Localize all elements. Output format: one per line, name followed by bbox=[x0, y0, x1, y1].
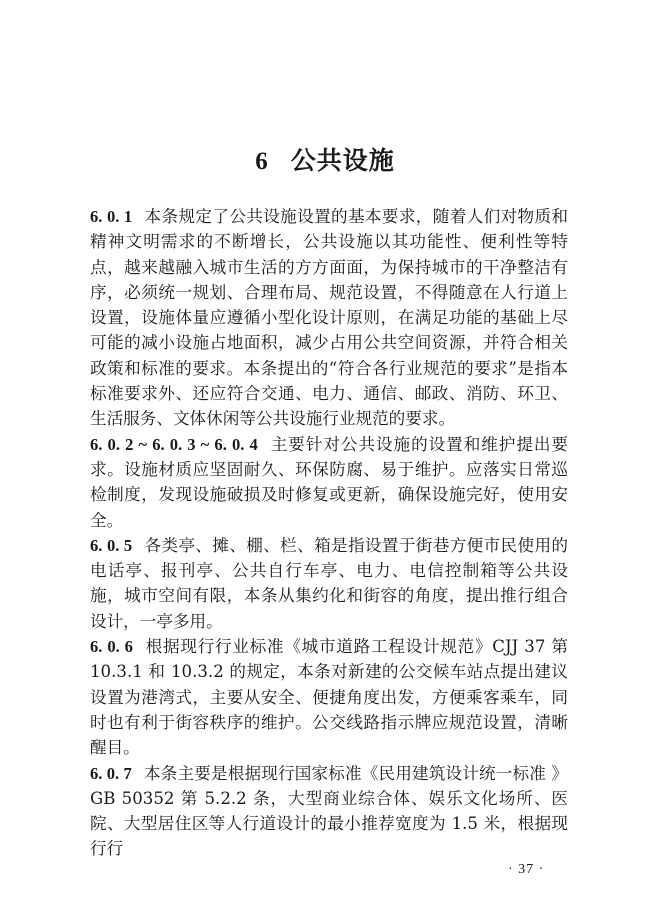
clause-text: 根据现行行业标准《城市道路工程设计规范》CJJ 37 第 10.3.1 和 10.3.2 的规定，本条对新建的公交候车站点提出建议设置为港湾式，主要从安全、便捷角度出发，方便乘客乘车，同时也有利于街容秩序的维护。公交线路指示牌应规范设置，清晰醒目。 bbox=[90, 637, 569, 758]
clause-text: 本条主要是根据现行国家标准《民用建筑设计统一标准 》GB 50352 第 5.2.2 条，大型商业综合体、娱乐文化场所、医院、大型居住区等人行道设计的最小推荐宽度为 1.5 米，根据现行行 bbox=[90, 763, 569, 859]
clause-number: 6. 0. 5 bbox=[90, 535, 133, 555]
chapter-number: 6 bbox=[255, 147, 269, 175]
clause-text: 各类亭、摊、棚、栏、箱是指设置于街巷方便市民使用的电话亭、报刊亭、公共自行车亭、电力、电信控制箱等公共设施，城市空间有限，本条从集约化和街容的角度，提出推行组合设计，一亭多用。 bbox=[90, 535, 569, 631]
clause-6-0-2-to-6-0-4 bbox=[90, 432, 568, 533]
clause-text: 本条规定了公共设施设置的基本要求，随着人们对物质和精神文明需求的不断增长，公共设施以其功能性、便利性等特点，越来越融入城市生活的方方面面，为保持城市的干净整洁有序，必须统一规划、合理布局、规范设置，不得随意在人行道上设置，设施体量应遵循小型化设计原则，在满足功能的基础上尽可能的减小设施占地面积，减少占用公共空间资源，并符合相关政策和标准的要求。本条提出的“符合各行业规范的要求”是指本标准要求外、还应符合交通、电力、通信、邮政、消防、环卫、生活服务、文体休闲等公共设施行业规范的要求。 bbox=[90, 207, 569, 429]
clause-6-0-5 bbox=[90, 533, 568, 634]
clause-6-0-6 bbox=[90, 634, 568, 760]
clause-number: 6. 0. 2 ~ 6. 0. 3 ~ 6. 0. 4 bbox=[90, 434, 258, 454]
clause-number: 6. 0. 1 bbox=[90, 207, 133, 226]
clause-number: 6. 0. 7 bbox=[90, 763, 132, 783]
clause-number: 6. 0. 6 bbox=[90, 637, 133, 657]
clause-6-0-7 bbox=[90, 761, 568, 862]
chapter-title bbox=[0, 145, 650, 178]
clause-6-0-1 bbox=[90, 204, 568, 432]
chapter-heading: 公共设施 bbox=[290, 145, 395, 175]
body-text bbox=[90, 204, 568, 862]
clause-text: 主要针对公共设施的设置和维护提出要求。设施材质应坚固耐久、环保防腐、易于维护。应落实日常巡检制度，发现设施破损及时修复或更新，确保设施完好，使用安全。 bbox=[90, 434, 569, 530]
page-number: · 37 · bbox=[508, 862, 545, 877]
